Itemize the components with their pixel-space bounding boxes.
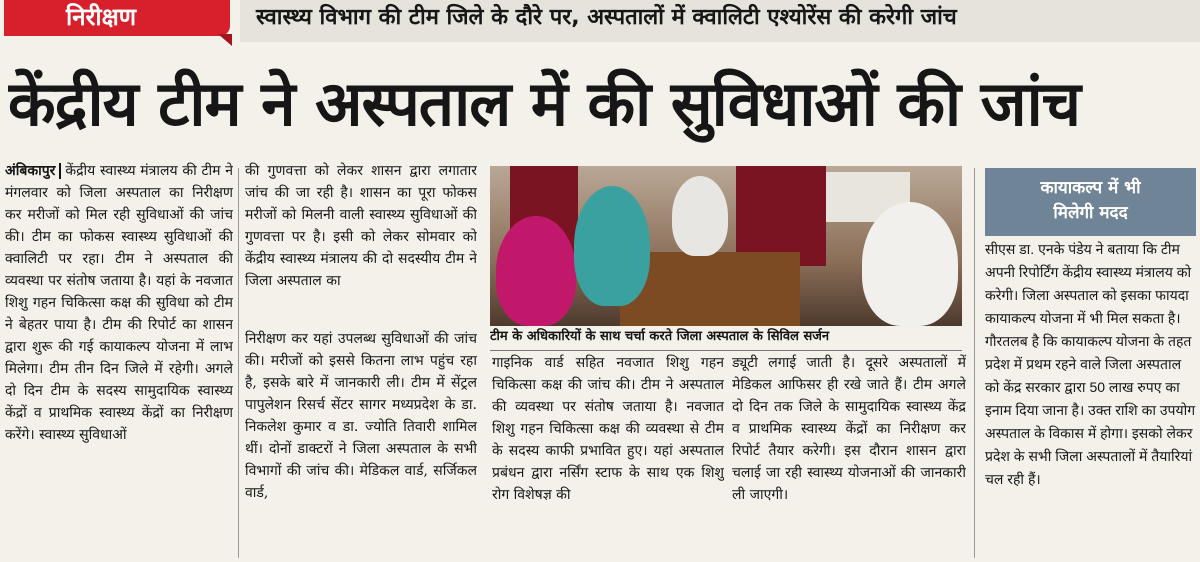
sidebar-title bbox=[985, 168, 1196, 236]
article-column-3: गाइनिक वार्ड सहित नवजात शिशु गहन चिकित्सा कक्ष की जांच की। टीम ने अस्पताल की व्यवस्था पर संतोष जताया है। नवजात शिशु गहन चिकित्सा कक्ष की व्यवस्था से टीम के सदस्य काफी प्रभावित हुए। यहां अस्पताल प्रबंधन द्वारा नर्सिंग स्टाफ के साथ एक शिशु रोग विशेषज्ञ की bbox=[492, 355, 724, 503]
sidebar-title-line-2: मिलेगी मदद bbox=[1053, 203, 1128, 223]
dateline: अंबिकापुर bbox=[5, 163, 61, 179]
photo-caption: टीम के अधिकारियों के साथ चर्चा करते जिला अस्पताल के सिविल सर्जन bbox=[490, 326, 962, 351]
article-column-4: ड्यूटी लगाई जाती है। दूसरे अस्पतालों में मेडिकल आफिसर ही रखे जाते हैं। टीम अगले दो दिन तक जिले के सामुदायिक स्वास्थ्य केंद्र व प्राथमिक स्वास्थ्य केंद्रों का निरीक्षण कर रिपोर्ट तैयार करेगी। इस दौरान शासन द्वारा चलाई जा रही स्वास्थ्य योजनाओं की जानकारी ली जाएगी। bbox=[732, 355, 966, 503]
person-white-uniform bbox=[672, 176, 728, 256]
curtain-right bbox=[736, 166, 826, 266]
section-tag: निरीक्षण bbox=[4, 0, 230, 36]
strapline: स्वास्थ्य विभाग की टीम जिले के दौरे पर, अस्पतालों में क्वालिटी एश्योरेंस की करेगी जांच bbox=[240, 0, 1200, 42]
person-teal-saree bbox=[574, 186, 650, 306]
headline: केंद्रीय टीम ने अस्पताल में की सुविधाओं की जांच bbox=[8, 67, 1081, 140]
person-pink-saree bbox=[496, 216, 576, 326]
column-divider bbox=[238, 168, 239, 558]
sidebar-text: सीएस डा. एनके पंडेय ने बताया कि टीम अपनी रिपोर्टिंग केंद्रीय स्वास्थ्य मंत्रालय को करेगी। जिला अस्पताल को इसका फायदा कायाकल्प योजना में भी मिल सकता है। गौरतलब है कि कायाकल्प योजना के तहत प्रदेश में प्रथम रहने वाले जिला अस्पताल को केंद्र सरकार द्वारा 50 लाख रुपए का इनाम दिया जाना है। उक्त राशि का उपयोग अस्पताल के विकास में होगा। इसको लेकर प्रदेश के सभी जिला अस्पतालों में तैयारियां चल रही हैं। bbox=[985, 241, 1196, 487]
news-photo bbox=[490, 166, 962, 326]
article-text-1: केंद्रीय स्वास्थ्य मंत्रालय की टीम ने मंगलवार को जिला अस्पताल का निरीक्षण कर मरीजों को मिल रही सुविधाओं की जांच की। टीम का फोकस स्वास्थ्य सुविधाओं की क्वालिटी पर रहा। टीम ने अस्पताल की व्यवस्था पर संतोष जताया है। यहां के नवजात शिशु गहन चिकित्सा कक्ष की सुविधा को टीम ने बेहतर पाया है। टीम की रिपोर्ट का शासन द्वारा शुरू की गई कायाकल्प योजना में लाभ मिलेगा। टीम तीन दिन जिले में रहेगी। अगले दो दिन टीम के सदस्य सामुदायिक स्वास्थ्य केंद्रों व प्राथमिक स्वास्थ्य केंद्रों का निरीक्षण करेंगे। स्वास्थ्य सुविधाओं bbox=[5, 163, 233, 443]
article-column-2b: निरीक्षण कर यहां उपलब्ध सुविधाओं की जांच की। मरीजों को इससे कितना लाभ पहुंच रहा है, इसके बारे में जानकारी ली। टीम में सेंट्रल पापुलेशन रिसर्च सेंटर सागर मध्यप्रदेश के डा. निकलेश कुमार व डा. ज्योति तिवारी शामिल थीं। दोनों डाक्टरों ने जिला अस्पताल के सभी विभागों की जांच की। मेडिकल वार्ड, सर्जिकल वार्ड, bbox=[245, 331, 477, 501]
article-column-2a: की गुणवत्ता को लेकर शासन द्वारा लगातार जांच की जा रही है। शासन का पूरा फोकस मरीजों को मिलनी वाली स्वास्थ्य सुविधाओं की गुणवत्ता पर है। इसी को लेकर सोमवार को केंद्रीय स्वास्थ्य मंत्रालय की दो सदस्यीय टीम ने जिला अस्पताल का bbox=[245, 163, 477, 289]
sidebar-divider bbox=[974, 168, 975, 558]
sidebar-title-line-1: कायाकल्प में भी bbox=[1040, 178, 1141, 198]
person-civil-surgeon bbox=[862, 202, 958, 326]
article-column-1 bbox=[5, 160, 233, 558]
